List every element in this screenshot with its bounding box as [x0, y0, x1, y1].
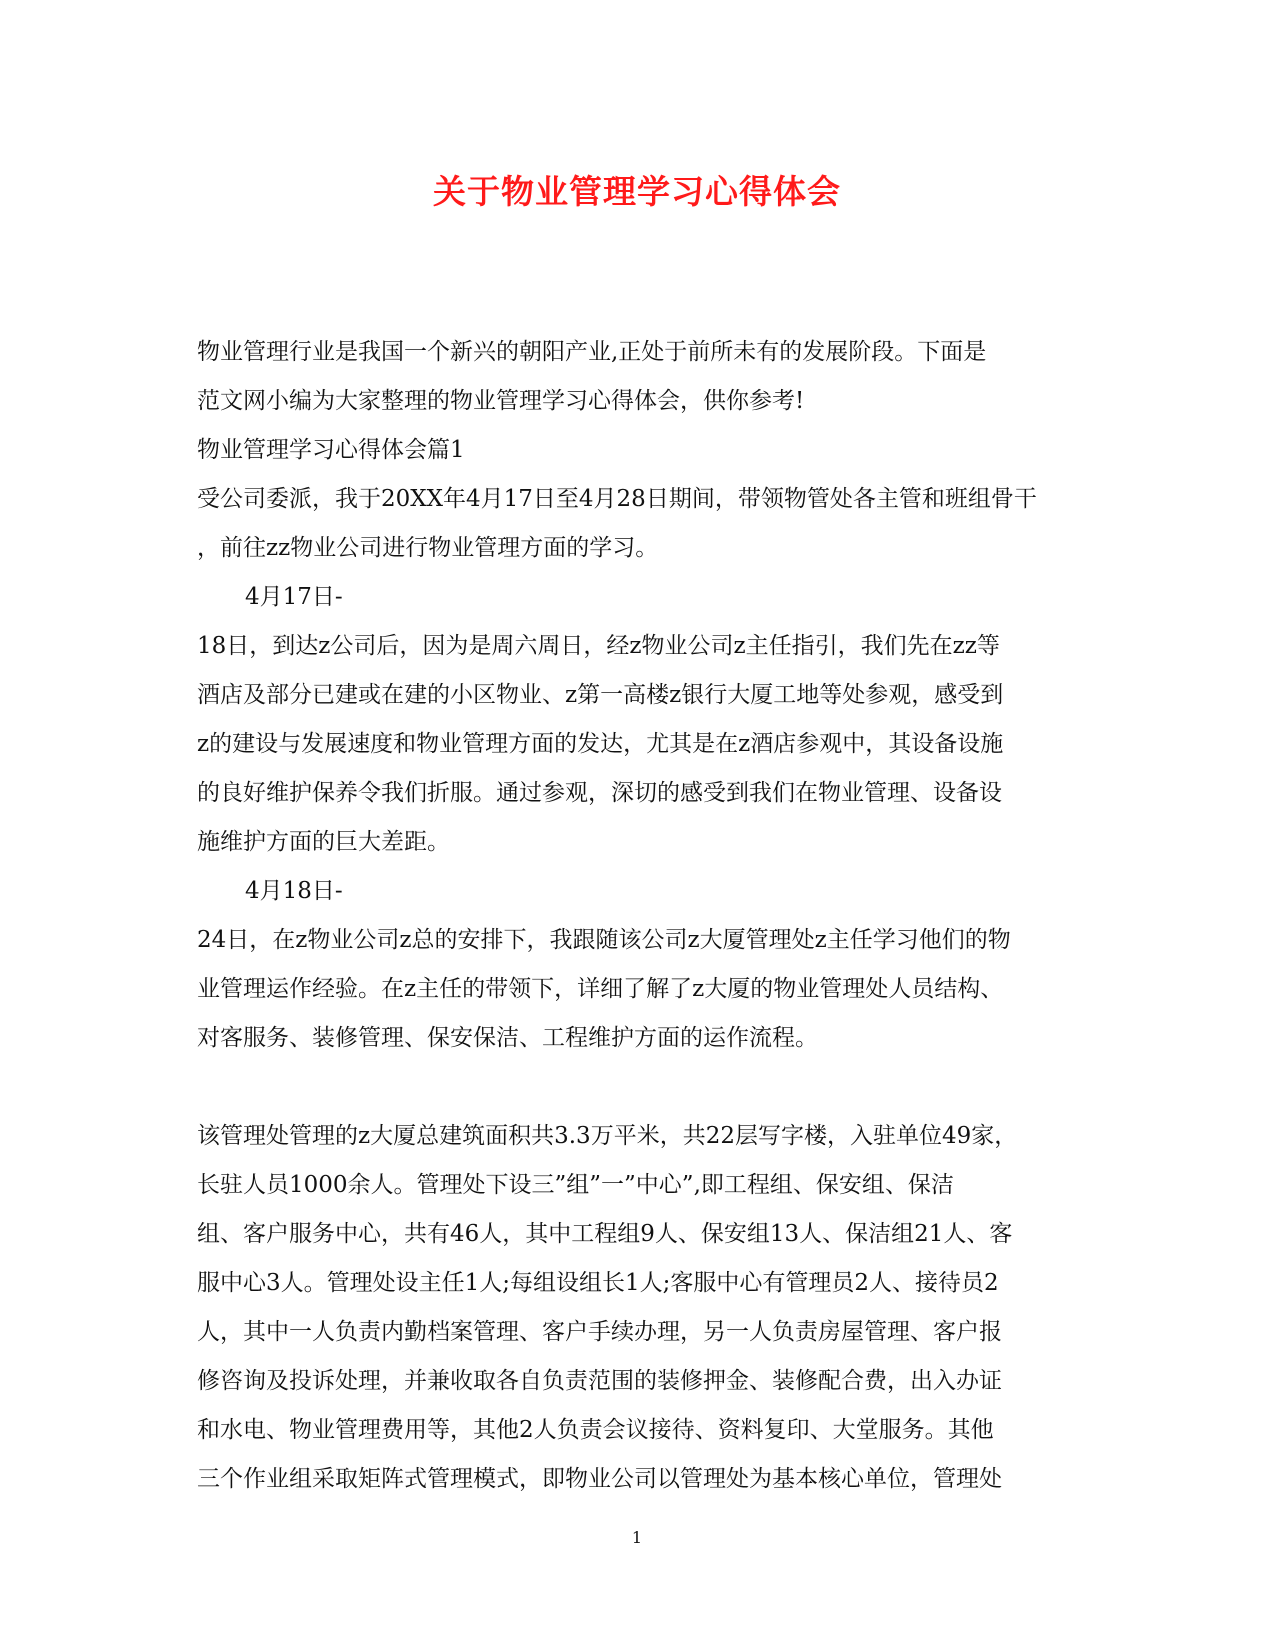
page-number: 1 [631, 1528, 643, 1547]
date-line: 4月18日- [245, 878, 343, 904]
body-line: 酒店及部分已建或在建的小区物业、z第一高楼z银行大厦工地等处参观，感受到 [197, 682, 1004, 708]
body-line: z的建设与发展速度和物业管理方面的发达，尤其是在z酒店参观中，其设备设施 [197, 731, 1004, 757]
body-line: 和水电、物业管理费用等，其他2人负责会议接待、资料复印、大堂服务。其他 [197, 1417, 994, 1443]
body-line: 长驻人员1000余人。管理处下设三”组”一”中心”,即工程组、保安组、保洁 [197, 1172, 954, 1198]
paragraph-gap [197, 1063, 1077, 1112]
body-line: 组、客户服务中心，共有46人，其中工程组9人、保安组13人、保洁组21人、客 [197, 1221, 1013, 1247]
body-line: 的良好维护保养令我们折服。通过参观，深切的感受到我们在物业管理、设备设 [197, 780, 1002, 806]
body-line: 施维护方面的巨大差距。 [197, 829, 450, 855]
body-line: 18日，到达z公司后，因为是周六周日，经z物业公司z主任指引，我们先在zz等 [197, 633, 1000, 659]
body-line: 物业管理行业是我国一个新兴的朝阳产业,正处于前所未有的发展阶段。下面是 [197, 339, 987, 365]
body-line: 服中心3人。管理处设主任1人;每组设组长1人;客服中心有管理员2人、接待员2 [197, 1270, 999, 1296]
body-line: 人，其中一人负责内勤档案管理、客户手续办理，另一人负责房屋管理、客户报 [197, 1319, 1002, 1345]
body-line: ，前往zz物业公司进行物业管理方面的学习。 [197, 535, 659, 561]
date-line: 4月17日- [245, 584, 343, 610]
body-line: 修咨询及投诉处理，并兼收取各自负责范围的装修押金、装修配合费，出入办证 [197, 1368, 1002, 1394]
body-line: 三个作业组采取矩阵式管理模式，即物业公司以管理处为基本核心单位，管理处 [197, 1466, 1002, 1492]
body-line: 对客服务、装修管理、保安保洁、工程维护方面的运作流程。 [197, 1025, 818, 1051]
body-line: 24日，在z物业公司z总的安排下，我跟随该公司z大厦管理处z主任学习他们的物 [197, 927, 1011, 953]
body-line: 业管理运作经验。在z主任的带领下，详细了解了z大厦的物业管理处人员结构、 [197, 976, 1004, 1002]
body-line: 受公司委派，我于20XX年4月17日至4月28日期间，带领物管处各主管和班组骨干 [197, 486, 1037, 512]
body-line: 范文网小编为大家整理的物业管理学习心得体会，供你参考! [197, 388, 805, 414]
document-title: 关于物业管理学习心得体会 [433, 172, 841, 211]
section-heading: 物业管理学习心得体会篇1 [197, 437, 465, 463]
body-line: 该管理处管理的z大厦总建筑面积共3.3万平米，共22层写字楼，入驻单位49家， [197, 1123, 1018, 1149]
document-body [197, 328, 1077, 1504]
